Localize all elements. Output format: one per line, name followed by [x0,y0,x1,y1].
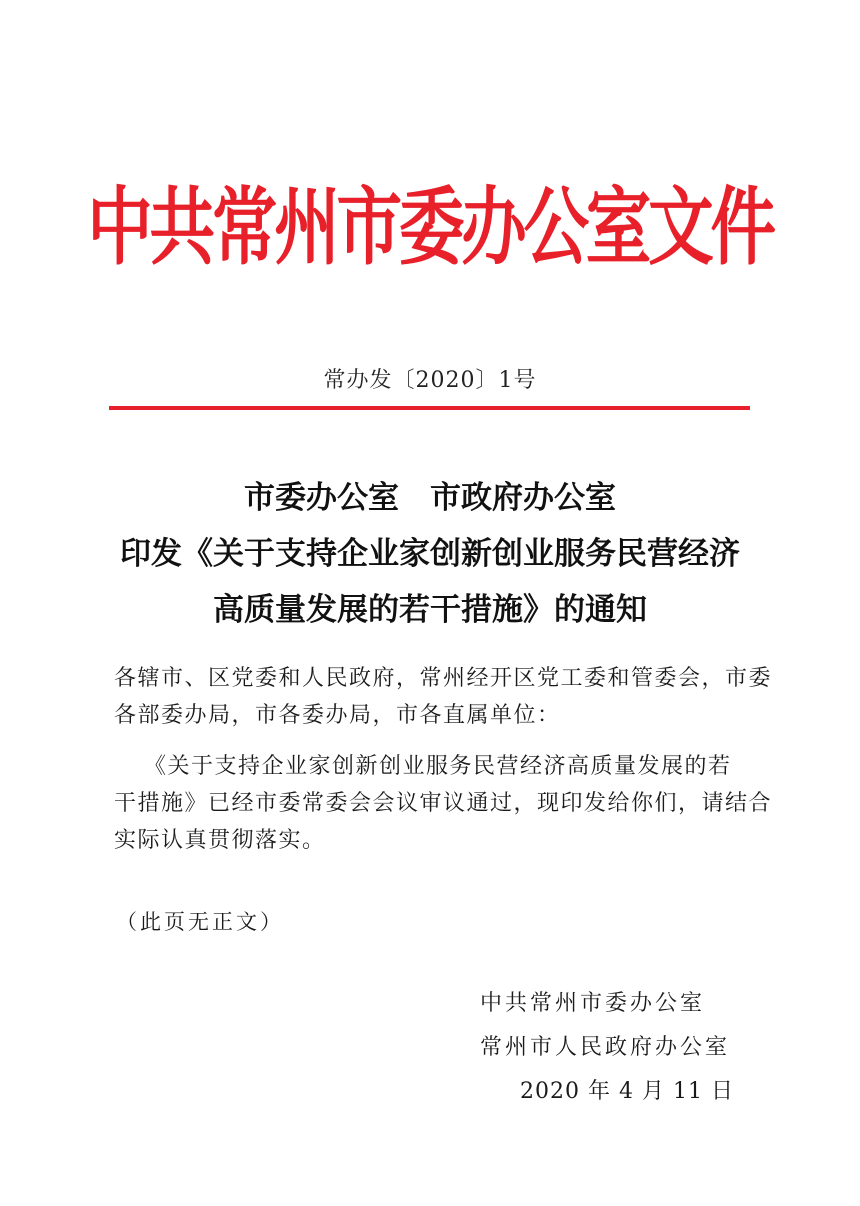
body-paragraph [114,748,773,859]
issuer-government-office: 常州市人民政府办公室 [480,1035,731,1060]
red-divider-line [109,406,750,410]
body-line-1: 《关于支持企业家创新创业服务民营经济高质量发展的若 [144,754,732,779]
document-number: 常办发〔2020〕1号 [323,368,537,393]
body-line-2: 干措施》已经市委常委会会议审议通过，现印发给你们，请结合 [114,791,773,816]
signature-block [480,982,760,1114]
issue-date: 2020 年 4 月 11 日 [520,1079,734,1104]
title-line-1: 市委办公室 市政府办公室 [244,480,616,516]
body-line-3: 实际认真贯彻落实。 [114,828,326,853]
salutation-line-2: 各部委办局，市各委办局，市各直属单位： [114,703,561,728]
title-line-2: 印发《关于支持企业家创新创业服务民营经济 [120,536,740,572]
salutation-line-1: 各辖市、区党委和人民政府，常州经开区党工委和管委会，市委 [114,666,773,691]
salutation [114,660,773,734]
no-body-text-note: （此页无正文） [116,910,284,934]
title-line-3: 高质量发展的若干措施》的通知 [213,592,647,628]
notice-title [60,470,800,638]
issuer-party-office: 中共常州市委办公室 [480,991,706,1016]
masthead-title: 中共常州市委办公室文件 [87,178,773,277]
